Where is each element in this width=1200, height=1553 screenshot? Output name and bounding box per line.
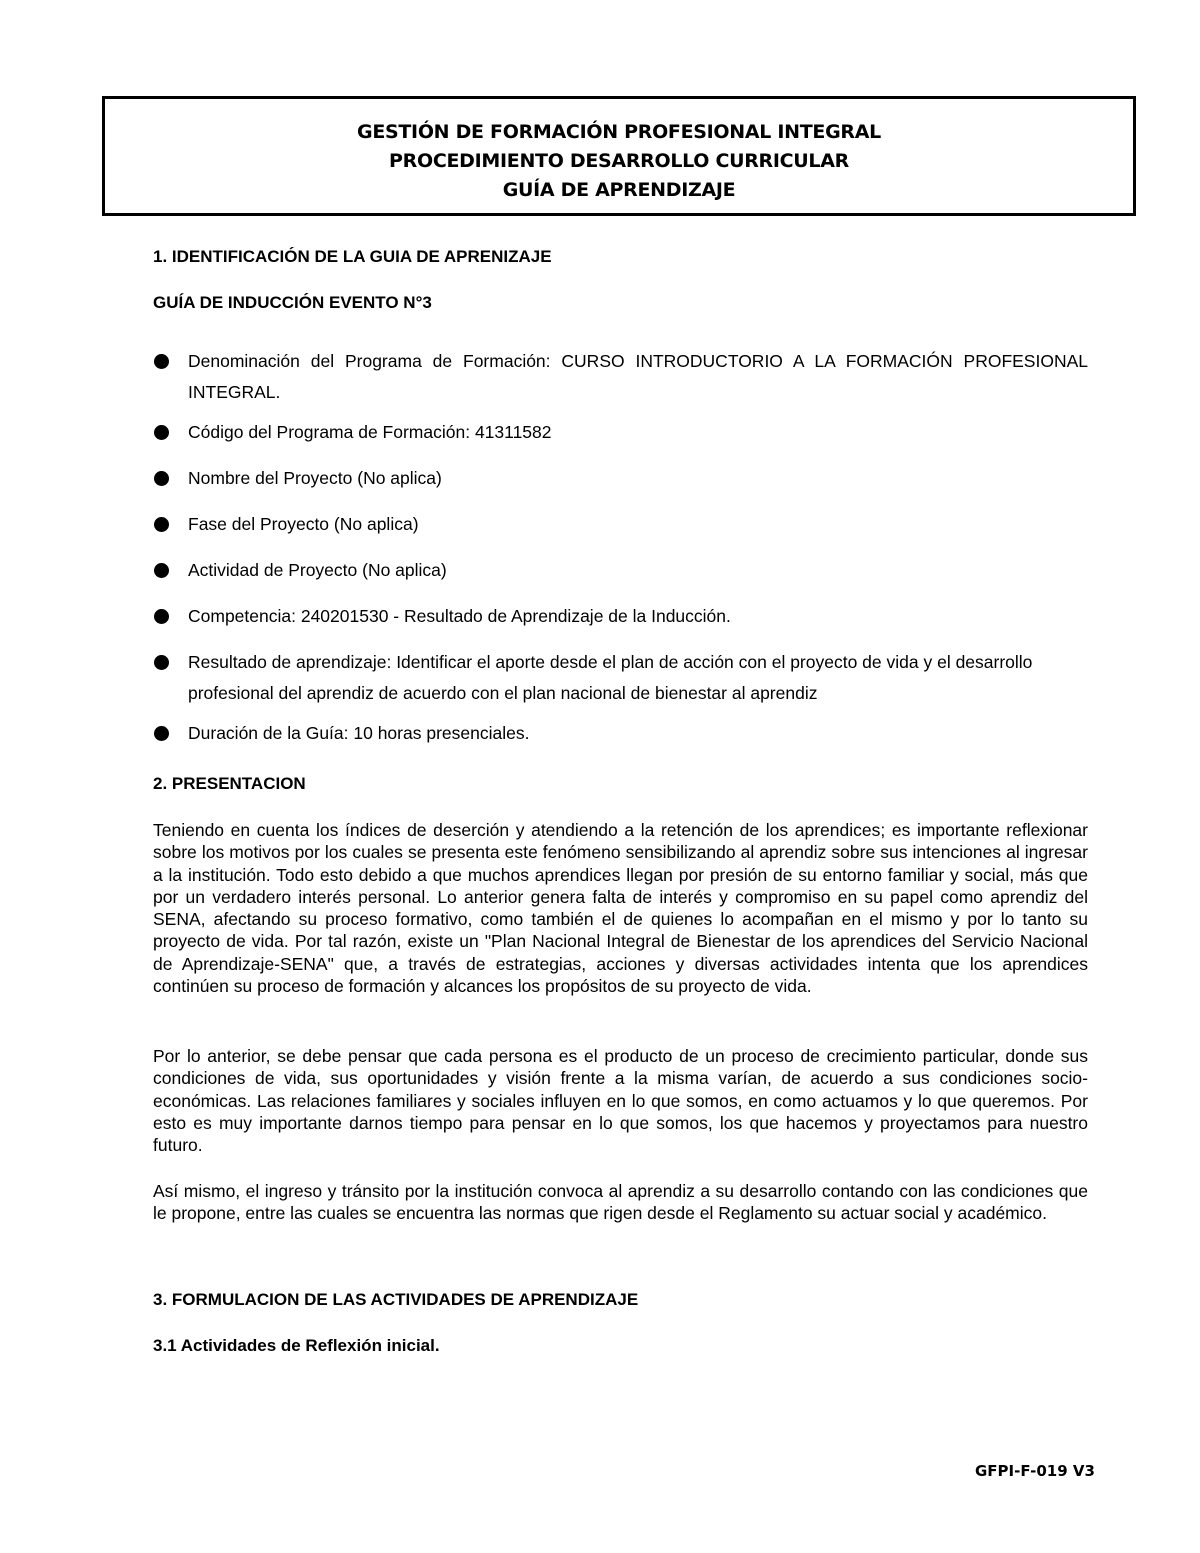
list-item-text: Fase del Proyecto (No aplica) <box>188 514 419 534</box>
paragraph: Teniendo en cuenta los índices de deserción y atendiendo a la retención de los aprendices; es importante reflexionar sobre los motivos por los cuales se presenta este fenómeno sensibilizando al aprendiz sobre sus intenciones al ingresar a la institución. Todo esto debido a que muchos aprendices llegan por presión de su entorno familiar y social, más que por un verdadero interés personal. Lo anterior genera falta de interés y compromiso en su papel como aprendiz del SENA, afectando su proceso formativo, como también el de quienes lo acompañan en el mismo y por lo tanto su proyecto de vida. Por tal razón, existe un "Plan Nacional Integral de Bienestar de los aprendices del Servicio Nacional de Aprendizaje-SENA" que, a través de estrategias, acciones y diversas actividades intenta que los aprendices continúen su proceso de formación y alcances los propósitos de su proyecto de vida. <box>153 820 1088 997</box>
bullet-icon <box>154 425 169 440</box>
section-1-subtitle: GUÍA DE INDUCCIÓN EVENTO N°3 <box>153 293 432 312</box>
document-header <box>102 96 1136 216</box>
list-item-text: Duración de la Guía: 10 horas presenciales. <box>188 723 530 743</box>
list-item-text: Competencia: 240201530 - Resultado de Aprendizaje de la Inducción. <box>188 606 731 626</box>
bullet-icon <box>154 354 169 369</box>
paragraph: Así mismo, el ingreso y tránsito por la institución convoca al aprendiz a su desarrollo contando con las condiciones que le propone, entre las cuales se encuentra las normas que rigen desde el Reglamento su actuar social y académico. <box>153 1181 1088 1224</box>
bullet-icon <box>154 609 169 624</box>
list-item <box>188 417 1088 448</box>
list-item <box>188 601 1088 632</box>
bullet-icon <box>154 726 169 741</box>
bullet-icon <box>154 563 169 578</box>
paragraph: Por lo anterior, se debe pensar que cada persona es el producto de un proceso de crecimiento particular, donde sus condiciones de vida, sus oportunidades y visión frente a la misma varían, de acuerdo a sus condiciones socio-económicas. Las relaciones familiares y sociales influyen en lo que somos, en como actuamos y lo que queremos. Por esto es muy importante darnos tiempo para pensar en lo que somos, los que hacemos y proyectamos para nuestro futuro. <box>153 1046 1088 1156</box>
bullet-icon <box>154 655 169 670</box>
list-item <box>188 647 1088 709</box>
bullet-icon <box>154 517 169 532</box>
list-item-text: Denominación del Programa de Formación: CURSO INTRODUCTORIO A LA FORMACIÓN PROFESIONAL INTEGRAL. <box>188 351 1088 402</box>
list-item <box>188 509 1088 540</box>
bullet-icon <box>154 471 169 486</box>
list-item <box>188 718 1088 749</box>
identification-list <box>188 346 1088 749</box>
list-item-text: Resultado de aprendizaje: Identificar el aporte desde el plan de acción con el proyecto de vida y el desarrollo profesional del aprendiz de acuerdo con el plan nacional de bienestar al aprendiz <box>188 652 1033 703</box>
section-3-subtitle: 3.1 Actividades de Reflexión inicial. <box>153 1336 440 1355</box>
list-item <box>188 555 1088 586</box>
list-item-text: Código del Programa de Formación: 41311582 <box>188 422 552 442</box>
list-item <box>188 463 1088 494</box>
header-line-3: GUÍA DE APRENDIZAJE <box>502 179 736 201</box>
section-3-title: 3. FORMULACION DE LAS ACTIVIDADES DE APRENDIZAJE <box>153 1290 639 1309</box>
list-item-text: Nombre del Proyecto (No aplica) <box>188 468 442 488</box>
document-code: GFPI-F-019 V3 <box>975 1462 1095 1480</box>
list-item <box>188 346 1088 408</box>
header-line-2: PROCEDIMIENTO DESARROLLO CURRICULAR <box>389 150 849 172</box>
section-1-title: 1. IDENTIFICACIÓN DE LA GUIA DE APRENIZAJE <box>153 247 552 266</box>
list-item-text: Actividad de Proyecto (No aplica) <box>188 560 447 580</box>
section-2-title: 2. PRESENTACION <box>153 774 306 793</box>
header-line-1: GESTIÓN DE FORMACIÓN PROFESIONAL INTEGRAL <box>357 121 881 143</box>
